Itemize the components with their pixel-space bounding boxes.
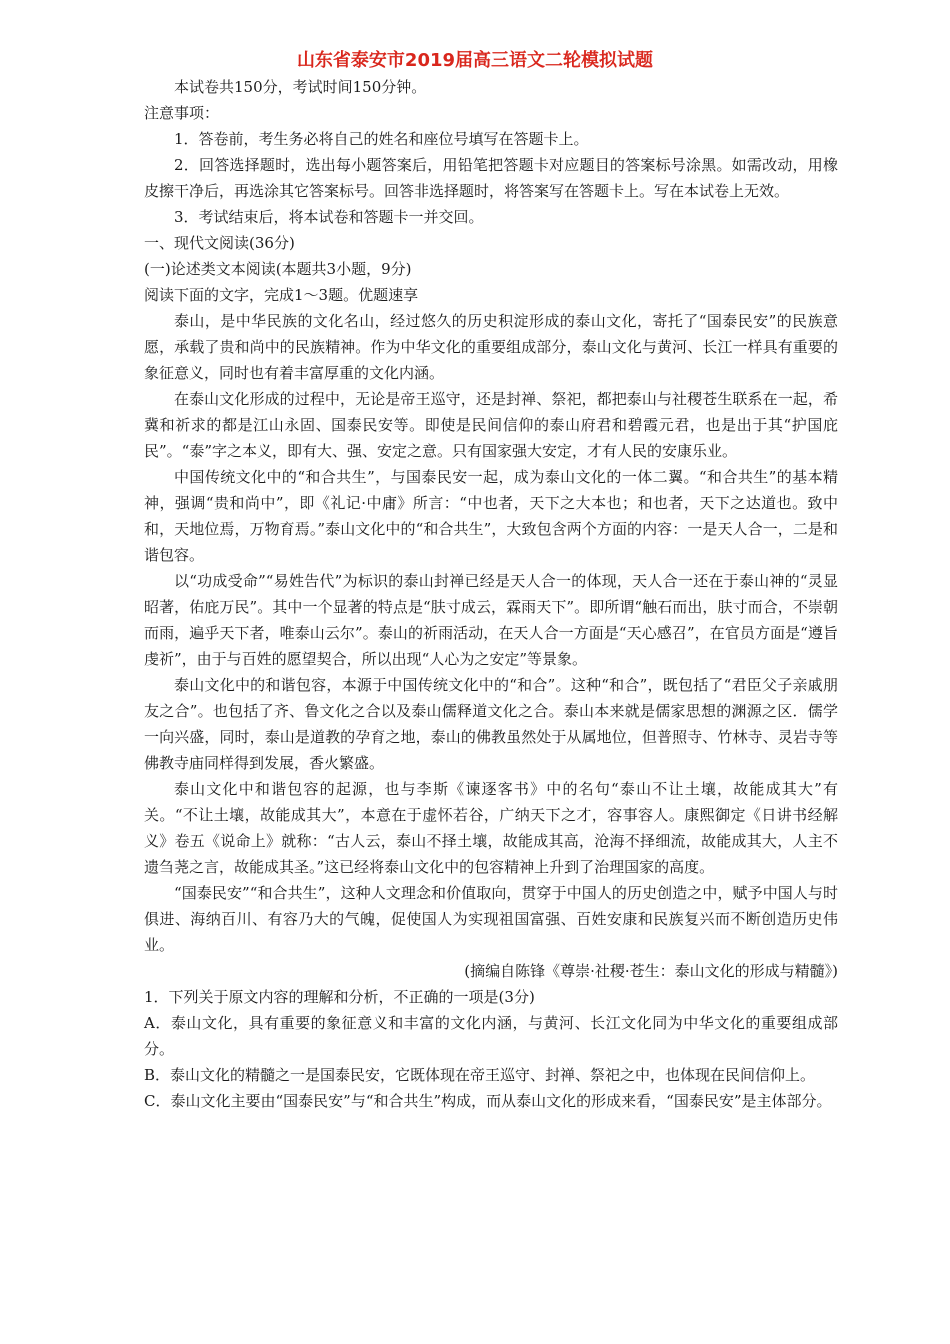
- notice-item: 3．考试结束后，将本试卷和答题卡一并交回。: [174, 208, 484, 226]
- section-heading: 一、现代文阅读(36分): [144, 234, 295, 252]
- article-paragraph: 中国传统文化中的“和合共生”，与国泰民安一起，成为泰山文化的一体二翼。“和合共生”的基本精神，强调“贵和尚中”，即《礼记·中庸》所言：“中也者，天下之大本也；和也者，天下之达道也。致中和，天地位焉，万物育焉。”泰山文化中的“和合共生”，大致包含两个方面的内容：一是天人合一，二是和谐包容。: [144, 468, 838, 564]
- question-option: A．泰山文化，具有重要的象征意义和丰富的文化内涵，与黄河、长江文化同为中华文化的重要组成部分。: [144, 1014, 838, 1058]
- notice-item: 1．答卷前，考生务必将自己的姓名和座位号填写在答题卡上。: [174, 130, 589, 148]
- subsection-heading: (一)论述类文本阅读(本题共3小题，9分): [144, 260, 412, 278]
- article-paragraph: 泰山文化中和谐包容的起源，也与李斯《谏逐客书》中的名句“泰山不让土壤，故能成其大”有关。“不让土壤，故能成其大”，本意在于虚怀若谷，广纳天下之才，容事容人。康熙御定《日讲书经解义》卷五《说命上》就称：“古人云，泰山不择土壤，故能成其高，沧海不择细流，故能成其大，人主不遗刍荛之言，故能成其圣。”这已经将泰山文化中的包容精神上升到了治理国家的高度。: [144, 780, 838, 876]
- exam-body: [144, 74, 838, 1114]
- article-paragraph: 泰山，是中华民族的文化名山，经过悠久的历史积淀形成的泰山文化，寄托了“国泰民安”的民族意愿，承载了贵和尚中的民族精神。作为中华文化的重要组成部分，泰山文化与黄河、长江一样具有重要的象征意义，同时也有着丰富厚重的文化内涵。: [144, 312, 838, 382]
- article-paragraph: 泰山文化中的和谐包容，本源于中国传统文化中的“和合”。这种“和合”，既包括了“君臣父子亲戚朋友之合”。也包括了齐、鲁文化之合以及泰山儒释道文化之合。泰山本来就是儒家思想的渊源之区．儒学一向兴盛，同时，泰山是道教的孕育之地，泰山的佛教虽然处于从属地位，但普照寺、竹林寺、灵岩寺等佛教寺庙同样得到发展，香火繁盛。: [144, 676, 838, 772]
- page-title: 山东省泰安市2019届高三语文二轮模拟试题: [296, 50, 654, 71]
- article-paragraph: 在泰山文化形成的过程中，无论是帝王巡守，还是封禅、祭祀，都把泰山与社稷苍生联系在一起，希冀和祈求的都是江山永固、国泰民安等。即使是民间信仰的泰山府君和碧霞元君，也是出于其“护国庇民”。“泰”字之本义，即有大、强、安定之意。只有国家强大安定，才有人民的安康乐业。: [144, 390, 838, 460]
- article-source: (摘编自陈锋《尊崇·社稷·苍生：泰山文化的形成与精髓》): [464, 962, 838, 980]
- article-paragraph: “国泰民安”“和合共生”，这种人文理念和价值取向，贯穿于中国人的历史创造之中，赋予中国人与时俱进、海纳百川、有容乃大的气魄，促使国人为实现祖国富强、百姓安康和民族复兴而不断创造历史伟业。: [144, 884, 838, 954]
- article-paragraph: 以“功成受命”“易姓告代”为标识的泰山封禅已经是天人合一的体现，天人合一还在于泰山神的“灵显昭著，佑庇万民”。其中一个显著的特点是“肤寸成云，霖雨天下”。即所谓“触石而出，肤寸而合，不崇朝而雨，遍乎天下者，唯泰山云尔”。泰山的祈雨活动，在天人合一方面是“天心感召”，在官员方面是“遵旨虔祈”，由于与百姓的愿望契合，所以出现“人心为之安定”等景象。: [144, 572, 838, 668]
- exam-intro: 本试卷共150分，考试时间150分钟。: [174, 78, 427, 96]
- reading-instruction: 阅读下面的文字，完成1～3题。优题速享: [144, 286, 419, 304]
- question-option: B．泰山文化的精髓之一是国泰民安，它既体现在帝王巡守、封禅、祭祀之中，也体现在民间信仰上。: [144, 1066, 816, 1084]
- question-stem: 1．下列关于原文内容的理解和分析，不正确的一项是(3分): [144, 988, 535, 1006]
- notice-heading: 注意事项：: [144, 104, 220, 122]
- question-option: C．泰山文化主要由“国泰民安”与“和合共生”构成，而从泰山文化的形成来看，“国泰民安”是主体部分。: [144, 1092, 832, 1110]
- notice-item: 2．回答选择题时，选出每小题答案后，用铅笔把答题卡对应题目的答案标号涂黑。如需改动，用橡皮擦干净后，再选涂其它答案标号。回答非选择题时，将答案写在答题卡上。写在本试卷上无效。: [144, 156, 838, 200]
